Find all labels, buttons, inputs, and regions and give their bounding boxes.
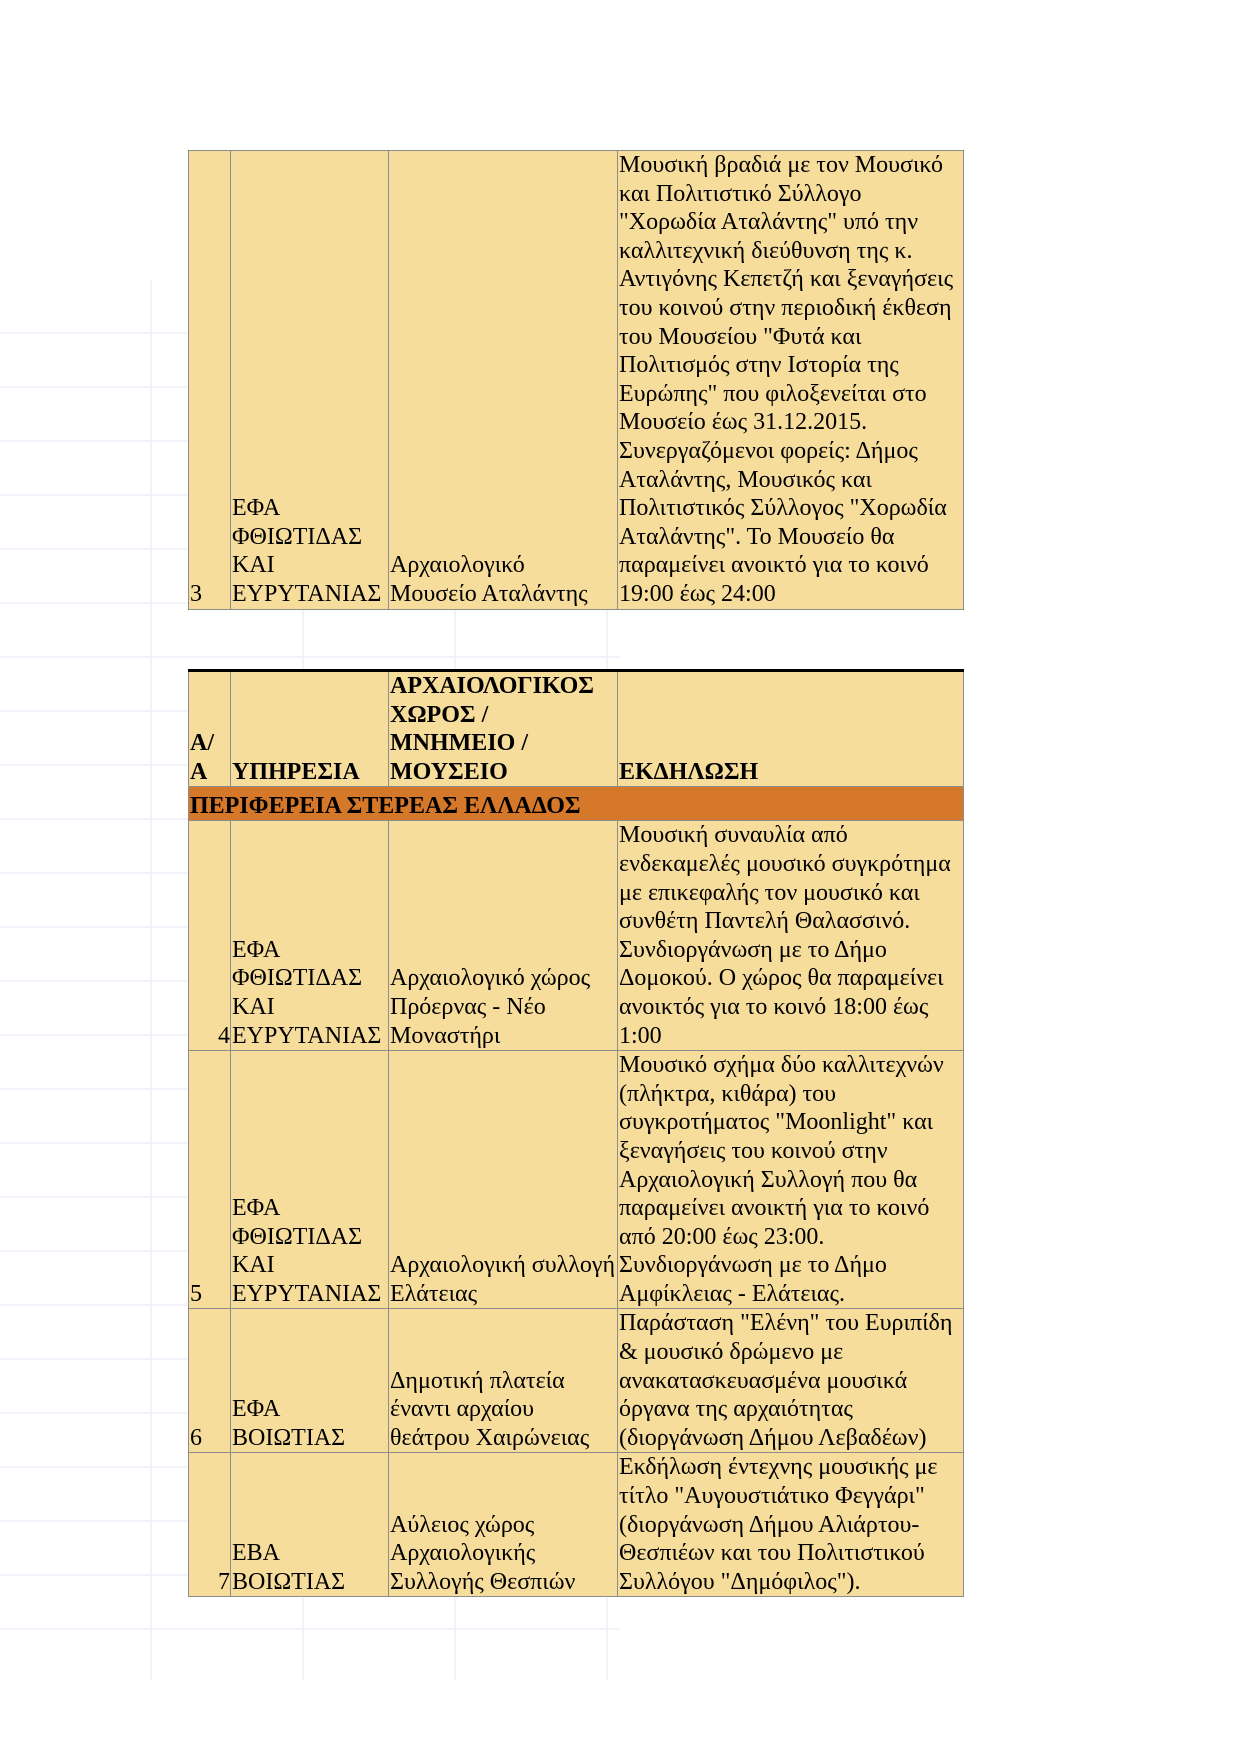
header-site: ΑΡΧΑΙΟΛΟΓΙΚΟΣ ΧΩΡΟΣ / ΜΝΗΜΕΙΟ / ΜΟΥΣΕΙΟ xyxy=(389,671,618,787)
service-cell: ΕΒΑ ΒΟΙΩΤΙΑΣ xyxy=(231,1453,389,1597)
table-row xyxy=(189,1051,964,1309)
row-number: 7 xyxy=(189,1453,231,1597)
table-row xyxy=(189,1309,964,1453)
site-cell: Δημοτική πλατεία έναντι αρχαίου θεάτρου Χαιρώνειας xyxy=(389,1309,618,1453)
header-event: ΕΚΔΗΛΩΣΗ xyxy=(618,671,964,787)
site-cell: Αύλειος χώρος Αρχαιολογικής Συλλογής Θεσπιών xyxy=(389,1453,618,1597)
service-cell: ΕΦΑ ΒΟΙΩΤΙΑΣ xyxy=(231,1309,389,1453)
header-number: Α/Α xyxy=(189,671,231,787)
region-label: ΠΕΡΙΦΕΡΕΙΑ ΣΤΕΡΕΑΣ ΕΛΛΑΔΟΣ xyxy=(189,787,964,821)
event-cell: Μουσική βραδιά με τον Μουσικό και Πολιτιστικό Σύλλογο "Χορωδία Αταλάντης" υπό την καλλιτεχνική διεύθυνση της κ. Αντιγόνης Κεπετζή και ξεναγήσεις του κοινού στην περιοδική έκθεση του Μουσείου "Φυτά και Πολιτισμός στην Ιστορία της Ευρώπης" που φιλοξενείται στο Μουσείο έως 31.12.2015. Συνεργαζόμενοι φορείς: Δήμος Αταλάντης, Μουσικός και Πολιτιστικός Σύλλογος "Χορωδία Αταλάντης". Το Μουσείο θα παραμείνει ανοικτό για το κοινό 19:00 έως 24:00 xyxy=(618,151,964,610)
header-service: ΥΠΗΡΕΣΙΑ xyxy=(231,671,389,787)
row-number: 6 xyxy=(189,1309,231,1453)
table-row xyxy=(189,821,964,1051)
region-row xyxy=(189,787,964,821)
table-row xyxy=(189,151,964,610)
event-cell: Παράσταση "Ελένη" του Ευριπίδη & μουσικό δρώμενο με ανακατασκευασμένα μουσικά όργανα της αρχαιότητας (διοργάνωση Δήμου Λεβαδέων) xyxy=(618,1309,964,1453)
top-table xyxy=(188,150,964,610)
event-cell: Μουσικό σχήμα δύο καλλιτεχνών (πλήκτρα, κιθάρα) του συγκροτήματος "Moonlight" και ξεναγήσεις του κοινού στην Αρχαιολογική Συλλογή που θα παραμείνει ανοικτή για το κοινό από 20:00 έως 23:00. Συνδιοργάνωση με το Δήμο Αμφίκλειας - Ελάτειας. xyxy=(618,1051,964,1309)
row-number: 3 xyxy=(189,151,231,610)
row-number: 5 xyxy=(189,1051,231,1309)
service-cell: ΕΦΑ ΦΘΙΩΤΙΔΑΣ ΚΑΙ ΕΥΡΥΤΑΝΙΑΣ xyxy=(231,151,389,610)
event-cell: Εκδήλωση έντεχνης μουσικής με τίτλο "Αυγουστιάτικο Φεγγάρι" (διοργάνωση Δήμου Αλιάρτου-Θεσπιέων και του Πολιτιστικού Συλλόγου "Δημόφιλος"). xyxy=(618,1453,964,1597)
header-row xyxy=(189,671,964,787)
event-cell: Μουσική συναυλία από ενδεκαμελές μουσικό συγκρότημα με επικεφαλής τον μουσικό και συνθέτη Παντελή Θαλασσινό. Συνδιοργάνωση με το Δήμο Δομοκού. Ο χώρος θα παραμείνει ανοικτός για το κοινό 18:00 έως 1:00 xyxy=(618,821,964,1051)
service-cell: ΕΦΑ ΦΘΙΩΤΙΔΑΣ ΚΑΙ ΕΥΡΥΤΑΝΙΑΣ xyxy=(231,821,389,1051)
events-table xyxy=(188,669,964,1597)
site-cell: Αρχαιολογική συλλογή Ελάτειας xyxy=(389,1051,618,1309)
table-row xyxy=(189,1453,964,1597)
site-cell: Αρχαιολογικό Μουσείο Αταλάντης xyxy=(389,151,618,610)
row-number: 4 xyxy=(189,821,231,1051)
service-cell: ΕΦΑ ΦΘΙΩΤΙΔΑΣ ΚΑΙ ΕΥΡΥΤΑΝΙΑΣ xyxy=(231,1051,389,1309)
site-cell: Αρχαιολογικό χώρος Πρόερνας - Νέο Μοναστήρι xyxy=(389,821,618,1051)
